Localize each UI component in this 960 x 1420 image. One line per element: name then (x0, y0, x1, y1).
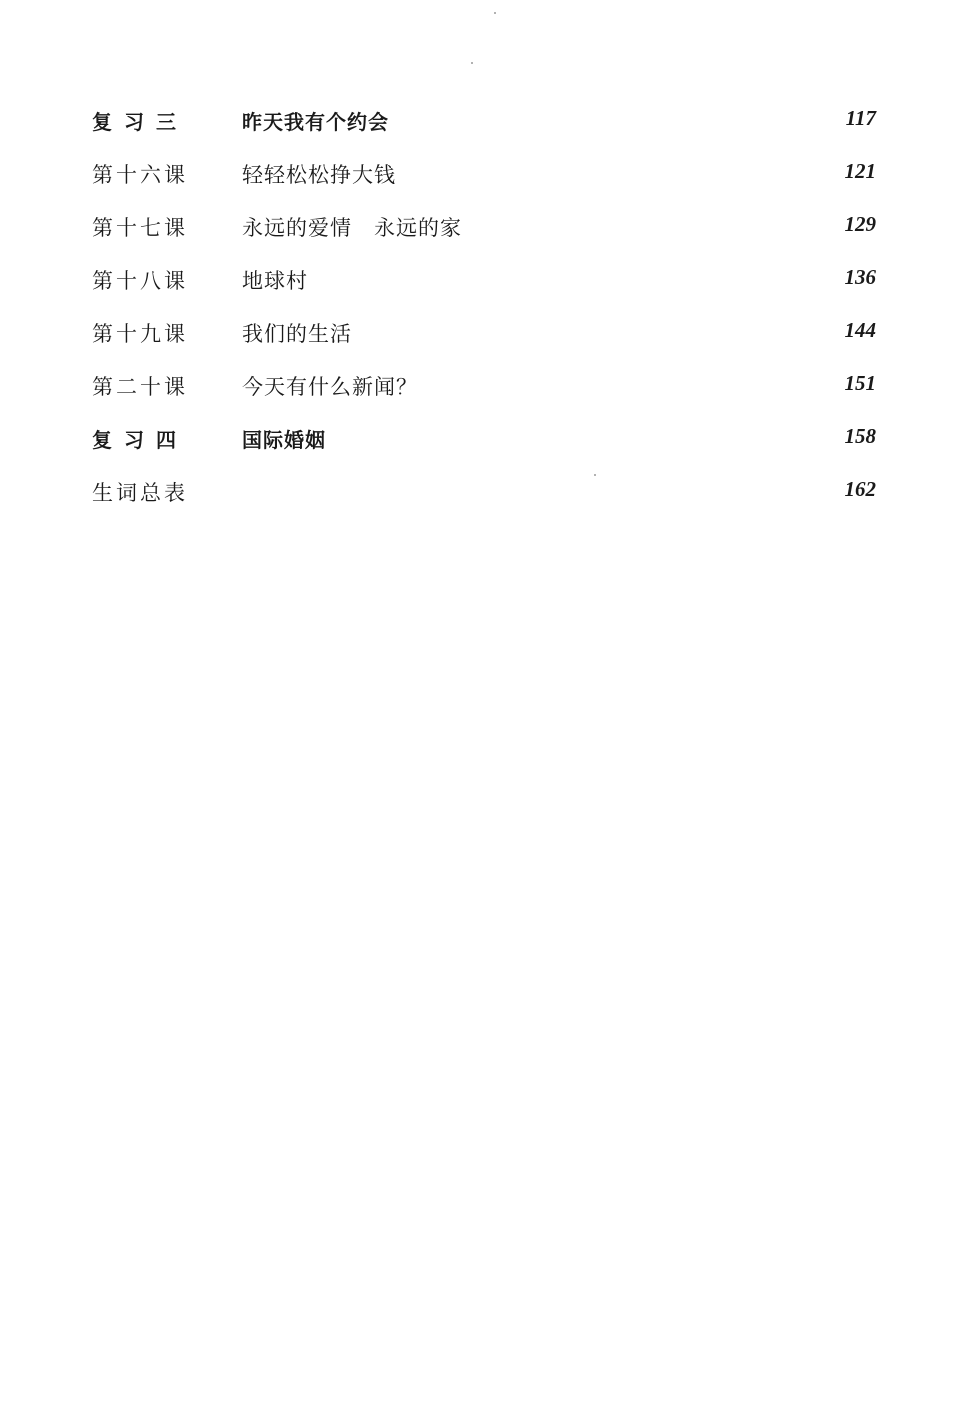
toc-title: 国际婚姻 (242, 428, 326, 452)
toc-title: 昨天我有个约会 (242, 110, 389, 134)
toc-lesson-label: 第二十课 (92, 375, 188, 399)
toc-entry-lesson-19[interactable] (92, 312, 882, 365)
toc-page-number: 144 (844, 318, 876, 342)
toc-page-number: 129 (844, 212, 876, 236)
toc-page-number: 121 (844, 159, 876, 183)
toc-title: 永远的爱情 永远的家 (242, 216, 462, 240)
scan-speck (494, 12, 496, 14)
toc-lesson-label: 第十六课 (92, 163, 188, 187)
toc-title: 我们的生活 (242, 322, 352, 346)
toc-title: 地球村 (242, 269, 308, 293)
toc-entry-lesson-20[interactable] (92, 365, 882, 418)
toc-entry-lesson-18[interactable] (92, 259, 882, 312)
table-of-contents (92, 100, 882, 524)
toc-lesson-label: 第十九课 (92, 322, 188, 346)
toc-lesson-label: 复习三 (92, 110, 188, 134)
toc-page-number: 158 (844, 424, 876, 448)
toc-title: 今天有什么新闻？ (242, 375, 418, 399)
toc-lesson-label: 第十八课 (92, 269, 188, 293)
toc-title: 轻轻松松挣大钱 (242, 163, 396, 187)
toc-lesson-label: 第十七课 (92, 216, 188, 240)
toc-entry-lesson-16[interactable] (92, 153, 882, 206)
toc-entry-lesson-17[interactable] (92, 206, 882, 259)
toc-lesson-label: 生词总表 (92, 481, 188, 505)
toc-page-number: 162 (844, 477, 876, 501)
toc-page-number: 136 (844, 265, 876, 289)
toc-page-number: 117 (845, 106, 876, 130)
toc-entry-vocabulary-index[interactable] (92, 471, 882, 524)
toc-lesson-label: 复习四 (92, 428, 188, 452)
toc-page-number: 151 (844, 371, 876, 395)
scan-speck (471, 62, 473, 64)
toc-entry-review-3[interactable] (92, 100, 882, 153)
toc-entry-review-4[interactable] (92, 418, 882, 471)
